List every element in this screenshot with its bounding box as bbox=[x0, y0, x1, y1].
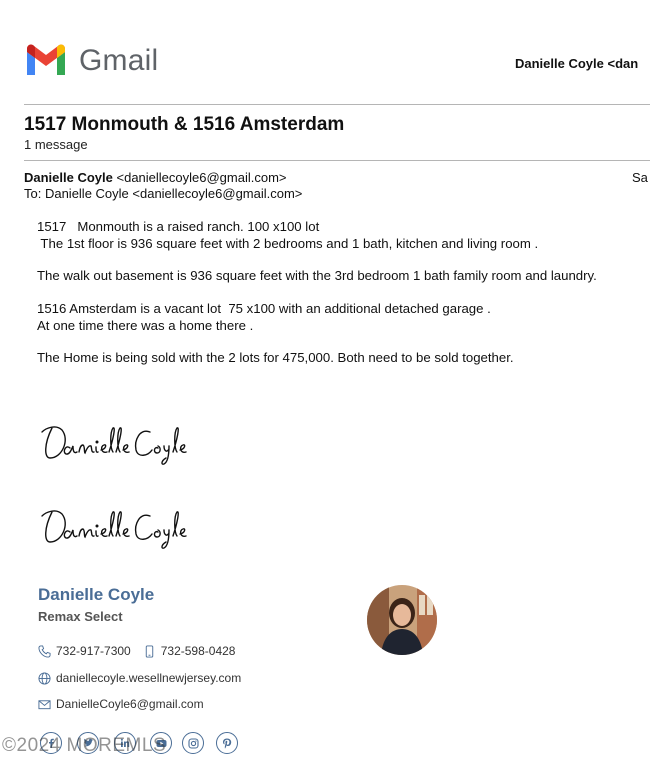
sender-email: <daniellecoyle6@gmail.com> bbox=[116, 170, 287, 185]
message-count: 1 message bbox=[24, 137, 88, 152]
recipient-line: To: Danielle Coyle <daniellecoyle6@gmail.com> bbox=[24, 186, 303, 201]
signature-company: Remax Select bbox=[38, 609, 123, 624]
phone-icon bbox=[38, 645, 51, 658]
phone-mobile[interactable]: 732-598-0428 bbox=[160, 644, 236, 658]
gmail-wordmark: Gmail bbox=[79, 44, 159, 77]
website-link[interactable]: daniellecoyle.wesellnewjersey.com bbox=[56, 671, 242, 685]
envelope-icon bbox=[38, 698, 51, 711]
body-line: The Home is being sold with the 2 lots for 475,000. Both need to be sold together. bbox=[37, 350, 514, 365]
website-contact bbox=[38, 671, 241, 685]
body-line: 1517 Monmouth is a raised ranch. 100 x100 lot bbox=[37, 219, 320, 234]
globe-icon bbox=[38, 672, 51, 685]
body-line: 1516 Amsterdam is a vacant lot 75 x100 with an additional detached garage . bbox=[37, 301, 491, 316]
header-divider bbox=[24, 104, 650, 105]
email-date: Sa bbox=[632, 170, 648, 185]
handwritten-signature bbox=[40, 418, 200, 466]
phone-contact bbox=[38, 644, 235, 658]
body-line: The walk out basement is 936 square feet with the 3rd bedroom 1 bath family room and laundry. bbox=[37, 268, 597, 283]
avatar bbox=[367, 585, 437, 655]
handwritten-signature bbox=[40, 502, 200, 550]
email-contact bbox=[38, 697, 204, 711]
sender-name: Danielle Coyle bbox=[24, 170, 113, 185]
sender-line bbox=[24, 170, 287, 185]
gmail-logo-icon bbox=[24, 44, 68, 78]
signature-name: Danielle Coyle bbox=[38, 585, 155, 604]
watermark: ©2024 MOREMLS bbox=[2, 735, 167, 756]
body-line: The 1st floor is 936 square feet with 2 bedrooms and 1 bath, kitchen and living room . bbox=[37, 236, 539, 251]
account-label: Danielle Coyle <dan bbox=[515, 56, 639, 71]
body-line: At one time there was a home there . bbox=[37, 318, 254, 333]
phone-office[interactable]: 732-917-7300 bbox=[56, 644, 131, 658]
email-link[interactable]: DanielleCoyle6@gmail.com bbox=[56, 697, 204, 711]
mobile-phone-icon bbox=[143, 645, 156, 658]
subject-divider bbox=[24, 160, 650, 161]
email-subject: 1517 Monmouth & 1516 Amsterdam bbox=[24, 114, 345, 135]
pinterest-icon[interactable] bbox=[216, 732, 238, 754]
instagram-icon[interactable] bbox=[182, 732, 204, 754]
